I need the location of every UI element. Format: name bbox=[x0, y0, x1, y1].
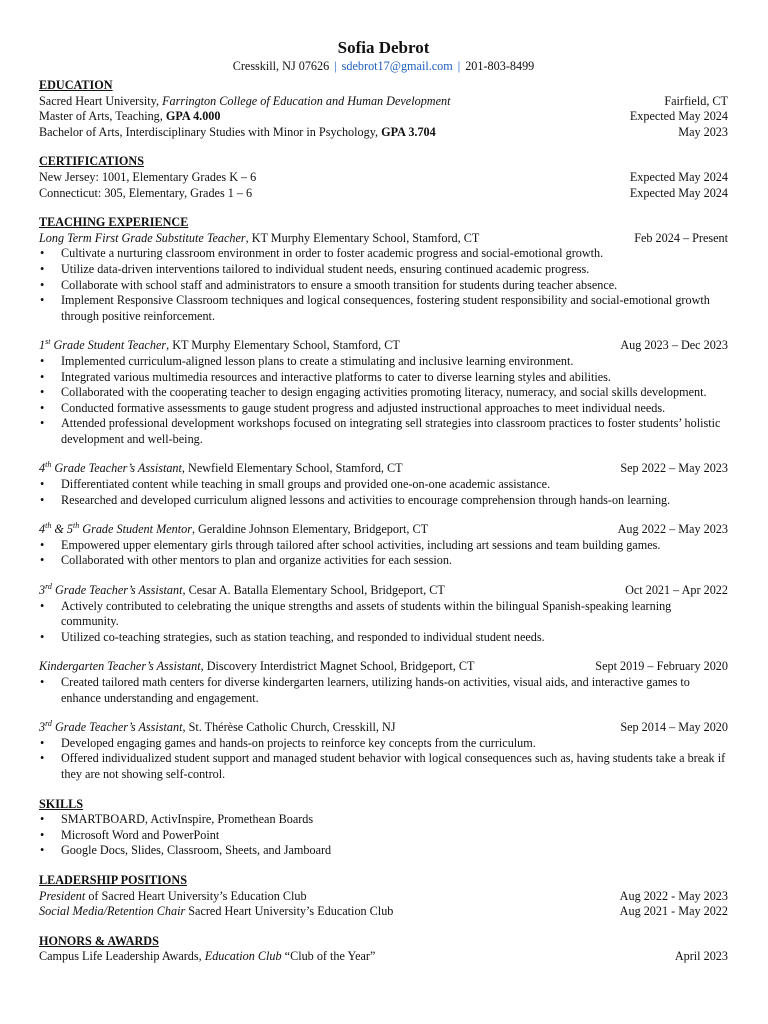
skills-list bbox=[39, 812, 728, 859]
job-entry bbox=[39, 720, 728, 782]
leadership-date: Aug 2021 - May 2022 bbox=[619, 904, 728, 919]
leadership-date: Aug 2022 - May 2023 bbox=[619, 888, 728, 903]
certification-row bbox=[39, 186, 728, 202]
leadership-role: President bbox=[39, 888, 86, 903]
job-date: Feb 2024 – Present bbox=[634, 230, 728, 245]
job-entry bbox=[39, 338, 728, 447]
job-date: Sep 2022 – May 2023 bbox=[620, 461, 728, 476]
degree-text: Master of Arts, Teaching, bbox=[39, 109, 163, 124]
bullet-item: • Researched and developed curriculum aligned lessons and activities to encourage comprehension through hands-on learning. bbox=[39, 493, 728, 509]
job-bullets bbox=[39, 599, 728, 646]
award-org: Education Club bbox=[204, 949, 282, 964]
award-name: Campus Life Leadership Awards, bbox=[39, 949, 202, 964]
degree-gpa: GPA 3.704 bbox=[381, 124, 436, 139]
section-heading-skills: SKILLS bbox=[39, 796, 84, 811]
leadership-row bbox=[39, 889, 728, 905]
job-place: , St. Thérèse Catholic Church, Cresskill, NJ bbox=[182, 720, 396, 735]
school-location: Fairfield, CT bbox=[664, 93, 728, 108]
job-header bbox=[39, 522, 728, 538]
degree-date: Expected May 2024 bbox=[629, 109, 728, 124]
job-bullets bbox=[39, 675, 728, 706]
skill-item: • Microsoft Word and PowerPoint bbox=[39, 828, 728, 844]
degree-row bbox=[39, 109, 728, 125]
job-date: Oct 2021 – Apr 2022 bbox=[625, 583, 728, 598]
candidate-name: Sofia Debrot bbox=[337, 38, 430, 57]
job-bullets bbox=[39, 354, 728, 448]
bullet-item: • Collaborate with school staff and administrators to ensure a smooth transition for students during teacher absence. bbox=[39, 278, 728, 294]
bullet-item: • Actively contributed to celebrating the unique strengths and assets of students within the bilingual Spanish-speaking learning community. bbox=[39, 599, 728, 630]
job-place: , KT Murphy Elementary School, Stamford, CT bbox=[245, 230, 480, 245]
job-entry bbox=[39, 659, 728, 706]
divider: | bbox=[457, 59, 461, 73]
leadership-role: Social Media/Retention Chair bbox=[39, 904, 186, 919]
section-heading-experience: TEACHING EXPERIENCE bbox=[39, 215, 189, 230]
bullet-item: • Empowered upper elementary girls through tailored after school activities, including art sessions and team building games. bbox=[39, 538, 728, 554]
certification-text: Connecticut: 305, Elementary, Grades 1 – 6 bbox=[39, 185, 253, 200]
bullet-item: • Implemented curriculum-aligned lesson plans to create a stimulating and inclusive learning environment. bbox=[39, 354, 728, 370]
certification-row bbox=[39, 170, 728, 186]
job-title: 3rd Grade Teacher’s Assistant bbox=[39, 719, 183, 735]
skill-item: • SMARTBOARD, ActivInspire, Promethean Boards bbox=[39, 812, 728, 828]
phone: 201-803-8499 bbox=[465, 59, 535, 73]
education-school-row bbox=[39, 94, 728, 110]
leadership-row bbox=[39, 904, 728, 920]
section-heading-honors: HONORS & AWARDS bbox=[39, 933, 159, 948]
job-title: Kindergarten Teacher’s Assistant bbox=[39, 659, 201, 674]
school-college: Farrington College of Education and Human Development bbox=[162, 93, 451, 108]
job-header bbox=[39, 659, 728, 675]
job-place: , Cesar A. Batalla Elementary School, Bridgeport, CT bbox=[182, 583, 445, 598]
bullet-item: • Implement Responsive Classroom techniques and logical consequences, fostering student responsibility and social-emotional growth through positive reinforcement. bbox=[39, 293, 728, 324]
job-bullets bbox=[39, 736, 728, 783]
certification-text: New Jersey: 1001, Elementary Grades K – 6 bbox=[39, 169, 257, 184]
email-link[interactable]: sdebrot17@gmail.com bbox=[341, 59, 453, 73]
section-heading-certifications: CERTIFICATIONS bbox=[39, 154, 144, 169]
job-date: Sept 2019 – February 2020 bbox=[595, 659, 728, 674]
job-title: 3rd Grade Teacher’s Assistant bbox=[39, 581, 183, 598]
bullet-item: • Conducted formative assessments to gauge student progress and adjusted instructional approaches to meet individual needs. bbox=[39, 401, 728, 417]
job-header bbox=[39, 231, 728, 247]
section-heading-education: EDUCATION bbox=[39, 78, 113, 92]
job-date: Aug 2022 – May 2023 bbox=[617, 522, 728, 537]
divider: | bbox=[334, 59, 337, 73]
job-entry bbox=[39, 583, 728, 645]
degree-date: May 2023 bbox=[678, 124, 728, 139]
job-header bbox=[39, 338, 728, 354]
bullet-item: • Utilized co-teaching strategies, such as station teaching, and responded to individual student needs. bbox=[39, 630, 728, 646]
job-header bbox=[39, 720, 728, 736]
job-bullets bbox=[39, 246, 728, 324]
bullet-item: • Utilize data-driven interventions tailored to individual student needs, ensuring continued academic progress. bbox=[39, 262, 728, 278]
contact-line bbox=[39, 58, 728, 74]
skill-item: • Google Docs, Slides, Classroom, Sheets, and Jamboard bbox=[39, 843, 728, 859]
job-date: Aug 2023 – Dec 2023 bbox=[620, 338, 728, 353]
job-header bbox=[39, 461, 728, 477]
bullet-item: • Created tailored math centers for diverse kindergarten learners, utilizing hands-on activities, visual aids, and interactive games to enhance understanding and engagement. bbox=[39, 675, 728, 706]
bullet-item: • Offered individualized student support and managed student behavior with logical consequences such as, having students take a break if they are not showing self-control. bbox=[39, 751, 728, 782]
award-row bbox=[39, 949, 728, 965]
certification-date: Expected May 2024 bbox=[629, 169, 728, 184]
bullet-item: • Collaborated with the cooperating teacher to design engaging activities promoting literacy, numeracy, and social skills development. bbox=[39, 385, 728, 401]
job-place: , KT Murphy Elementary School, Stamford, CT bbox=[166, 338, 400, 353]
leadership-org: of Sacred Heart University’s Education Club bbox=[85, 888, 307, 903]
job-title: 4th & 5th Grade Student Mentor bbox=[39, 521, 192, 537]
bullet-item: • Collaborated with other mentors to plan and organize activities for each session. bbox=[39, 553, 728, 569]
certification-date: Expected May 2024 bbox=[629, 185, 728, 200]
award-title: “Club of the Year” bbox=[284, 949, 376, 964]
job-title: 1st Grade Student Teacher bbox=[39, 337, 167, 353]
award-date: April 2023 bbox=[674, 949, 728, 964]
job-bullets bbox=[39, 477, 728, 508]
school-name: Sacred Heart University, bbox=[39, 93, 160, 108]
job-place: , Discovery Interdistrict Magnet School, Bridgeport, CT bbox=[200, 659, 475, 674]
job-date: Sep 2014 – May 2020 bbox=[620, 720, 728, 735]
degree-row bbox=[39, 125, 728, 141]
job-entry bbox=[39, 231, 728, 325]
job-entry bbox=[39, 461, 728, 508]
bullet-item: • Differentiated content while teaching in small groups and provided one-on-one academic assistance. bbox=[39, 477, 728, 493]
bullet-item: • Developed engaging games and hands-on projects to reinforce key concepts from the curriculum. bbox=[39, 736, 728, 752]
bullet-item: • Cultivate a nurturing classroom environment in order to foster academic progress and social-emotional growth. bbox=[39, 246, 728, 262]
bullet-item: • Integrated various multimedia resources and interactive platforms to cater to diverse learning styles and abilities. bbox=[39, 370, 728, 386]
job-title: Long Term First Grade Substitute Teacher bbox=[39, 230, 246, 245]
job-bullets bbox=[39, 538, 728, 569]
bullet-item: • Attended professional development workshops focused on integrating sell strategies into classroom practices to foster students’ holistic development and well-being. bbox=[39, 416, 728, 447]
degree-gpa: GPA 4.000 bbox=[165, 109, 221, 124]
job-place: , Newfield Elementary School, Stamford, CT bbox=[181, 461, 403, 476]
job-header bbox=[39, 583, 728, 599]
location: Cresskill, NJ 07626 bbox=[232, 59, 330, 73]
job-entry bbox=[39, 522, 728, 569]
leadership-org: Sacred Heart University’s Education Club bbox=[185, 904, 394, 919]
degree-text: Bachelor of Arts, Interdisciplinary Studies with Minor in Psychology, bbox=[39, 124, 379, 139]
resume-page bbox=[39, 38, 728, 965]
section-heading-leadership: LEADERSHIP POSITIONS bbox=[39, 872, 187, 887]
job-place: , Geraldine Johnson Elementary, Bridgeport, CT bbox=[191, 522, 429, 537]
job-title: 4th Grade Teacher’s Assistant bbox=[39, 460, 182, 476]
